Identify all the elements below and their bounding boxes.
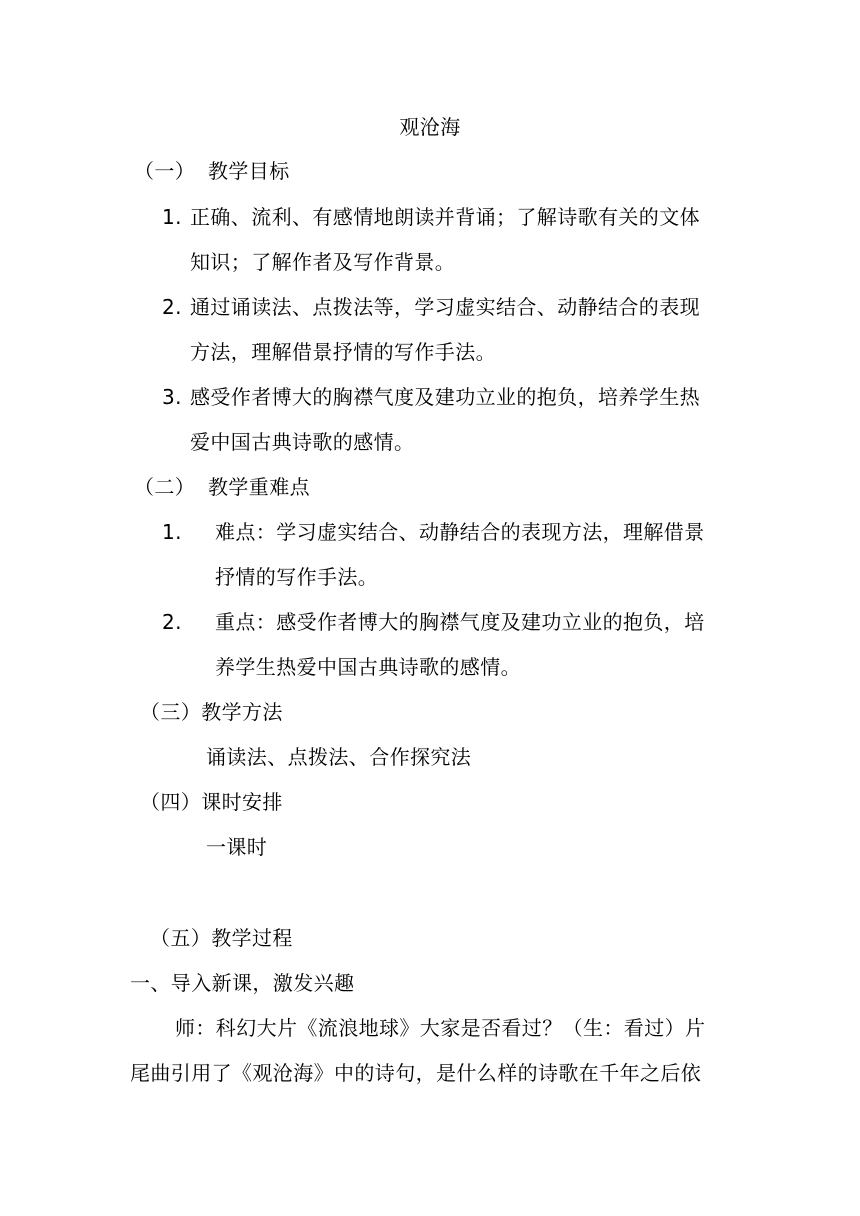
section-1-heading: 教学目标 — [208, 159, 290, 183]
section-1-item-3-line-1: 感受作者博大的胸襟气度及建功立业的抱负，培养学生热 — [190, 385, 700, 409]
step-1-paragraph-line-2: 尾曲引用了《观沧海》中的诗句，是什么样的诗歌在千年之后依 — [130, 1061, 702, 1085]
section-2-item-2-number: 2. — [162, 610, 182, 634]
section-3-body: 诵读法、点拨法、合作探究法 — [206, 745, 472, 769]
section-1-item-1-number: 1. — [162, 205, 182, 229]
section-2-item-1-line-1: 难点：学习虚实结合、动静结合的表现方法，理解借景 — [215, 520, 705, 544]
section-1-item-1-line-1: 正确、流利、有感情地朗读并背诵；了解诗歌有关的文体 — [190, 205, 700, 229]
section-1-item-2-line-2: 方法，理解借景抒情的写作手法。 — [190, 340, 496, 364]
section-1-item-2-number: 2. — [162, 295, 182, 319]
section-2-heading: 教学重难点 — [208, 475, 310, 499]
section-4-heading: （四）课时安排 — [140, 790, 283, 814]
section-1-item-3-number: 3. — [162, 385, 182, 409]
step-1-paragraph-line-1: 师：科幻大片《流浪地球》大家是否看过？（生：看过）片 — [175, 1016, 706, 1040]
document-title: 观沧海 — [399, 115, 461, 139]
section-4-body: 一课时 — [206, 835, 268, 859]
section-2-item-2-line-2: 养学生热爱中国古典诗歌的感情。 — [215, 655, 521, 679]
section-2-item-1-line-2: 抒情的写作手法。 — [215, 565, 379, 589]
section-5-heading: （五）教学过程 — [150, 926, 293, 950]
step-1-heading: 一、导入新课，激发兴趣 — [130, 971, 355, 995]
section-2-item-2-line-1: 重点：感受作者博大的胸襟气度及建功立业的抱负，培 — [215, 610, 705, 634]
section-1-label: （一） — [134, 159, 196, 183]
section-3-heading: （三）教学方法 — [140, 700, 283, 724]
section-1-item-3-line-2: 爱中国古典诗歌的感情。 — [190, 430, 415, 454]
section-2-label: （二） — [134, 475, 196, 499]
section-2-item-1-number: 1. — [162, 520, 182, 544]
section-1-item-1-line-2: 知识；了解作者及写作背景。 — [190, 250, 456, 274]
section-1-item-2-line-1: 通过诵读法、点拨法等，学习虚实结合、动静结合的表现 — [190, 295, 700, 319]
